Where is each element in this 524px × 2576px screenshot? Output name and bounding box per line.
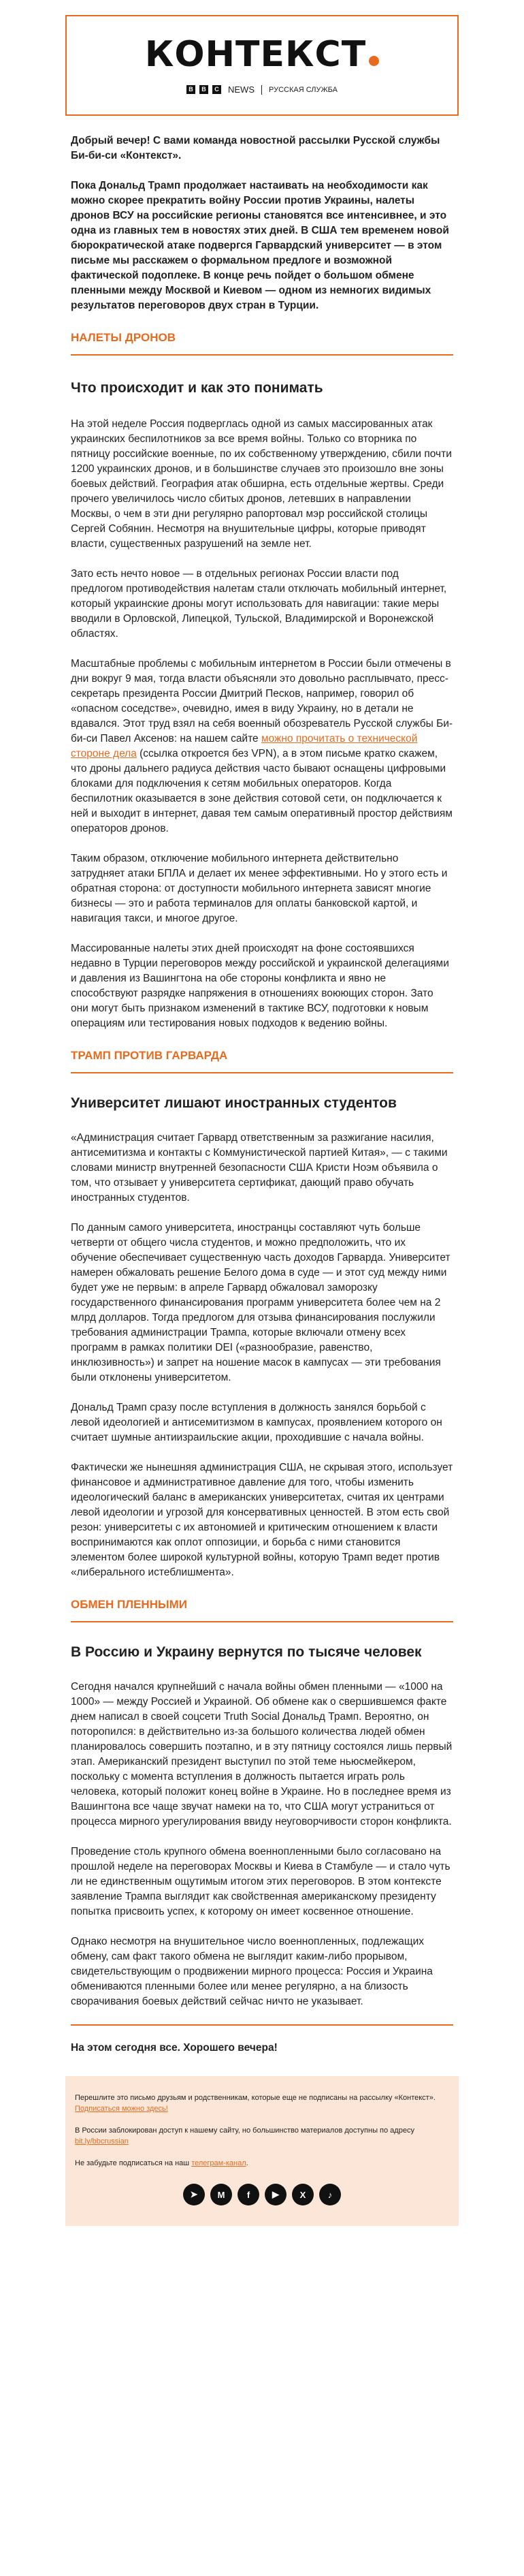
mirror-site-link[interactable]: bit.ly/bbcrussian <box>75 2137 129 2146</box>
bbc-letter-b1: B <box>186 85 195 94</box>
youtube-icon[interactable]: ▶ <box>265 2184 286 2205</box>
service-name: РУССКАЯ СЛУЖБА <box>269 85 338 94</box>
section-title-harvard: Университет лишают иностранных студентов <box>71 1095 397 1111</box>
footer-text: В России заблокирован доступ к нашему сайту, но большинство материалов доступны по адресу <box>75 2126 414 2135</box>
facebook-icon[interactable]: f <box>238 2184 259 2205</box>
news-wordmark: NEWS <box>228 84 255 95</box>
closing-text: На этом сегодня все. Хорошего вечера! <box>71 2042 278 2054</box>
closing-divider <box>71 2024 453 2026</box>
technical-article-link[interactable]: можно прочитать о технической стороне дела <box>71 733 418 759</box>
telegram-note <box>75 2158 449 2169</box>
social-links <box>75 2184 449 2205</box>
tiktok-icon[interactable]: ♪ <box>319 2184 341 2205</box>
paragraph: Дональд Трамп сразу после вступления в должность занялся борьбой с левой идеологией и антисемитизмом в кампусах, проявлением которого он считает шумные антиизраильские акции, проходившие с начала войны. <box>71 1402 442 1443</box>
paragraph: Зато есть нечто новое — в отдельных регионах России власти под предлогом противодействия налетам стали отключать мобильный интернет, который украинские дроны могут использовать для навигации: такие меры вводили в Орловской, Липецкой, Тульской, Владимирской и Воронежской областях. <box>71 568 447 640</box>
paragraph <box>71 657 453 836</box>
section-label-exchange: ОБМЕН ПЛЕННЫМИ <box>71 1598 453 1622</box>
paragraph: Сегодня начался крупнейший с начала войны обмен пленными — «1000 на 1000» — между Россией и Украиной. Об обмене как о свершившемся факте днем написал в своей соцсети Truth Social Дональд Трамп. Вероятно, он поторопился: в действительно из-за большого количества людей обмен планировалось совершить поэтапно, и в эту пятницу состоялся лишь первый этап. Американский президент выступил по этой теме ньюсмейкером, поскольку с момента вступления в должность пытается играть роль человека, который положит конец войне в Украине. Но в последнее время из Вашингтона все чаще звучат намеки на то, что США могут устраниться от процесса мирного урегулирования ввиду неуговорчивости сторон конфликта. <box>71 1681 453 1827</box>
twitter-x-icon[interactable]: X <box>292 2184 314 2205</box>
logo-separator <box>261 85 262 95</box>
paragraph-text: (ссылка откроется без VPN), а в этом письме кратко скажем, что дроны дальнего радиуса действия часто бывают оснащены цифровыми блоками для подключения к сетям мобильных операторов. Когда беспилотник оказывается в зоне действия сотовой сети, он подключается к ней и выходит в интернет, давая тем самым оперативный простор действиям операторов дронов. <box>71 748 453 834</box>
blocked-note <box>75 2125 449 2147</box>
subscribe-link[interactable]: Подписаться можно здесь! <box>75 2105 168 2113</box>
paragraph: Проведение столь крупного обмена военнопленными было согласовано на прошлой неделе на переговорах Москвы и Киева в Стамбуле — и стало чуть ли не единственным ощутимым итогом этих переговоров. В этом контексте заявление Трампа выглядит как свойственная американскому президенту попытка присвоить успех, к которому он имеет косвенное отношение. <box>71 1846 451 1917</box>
paragraph: Фактически же нынешняя администрация США, не скрывая этого, использует финансовое и административное давление для того, чтобы изменить идеологический баланс в американских университетах, считая их центрами левой идеологии и угрозой для консервативных ценностей. В этом есть свой резон: университеты с их автономией и критическим отношением к власти воспринимаются как оплот оппозиции, и борьба с ними становится элементом более широкой культурной войны, которую Трамп ведет против «либерального истеблишмента». <box>71 1462 453 1578</box>
forward-note <box>75 2092 449 2114</box>
paragraph: Массированные налеты этих дней происходят на фоне состоявшихся недавно в Турции переговоров между российской и украинской делегациями и давления из Вашингтона на обе стороны конфликта и явно не способствуют разрядке напряжения в отношениях воюющих сторон. Зато они могут быть признаком изменений в тактике ВСУ, подготовки к новым операциям или тестирования новых подходов к ведению войны. <box>71 943 449 1029</box>
bbc-news-russian-logo <box>67 84 457 95</box>
bbc-letter-b2: B <box>199 85 208 94</box>
section-label-drones: НАЛЕТЫ ДРОНОВ <box>71 331 453 356</box>
footer-text: . <box>246 2159 248 2167</box>
bbc-letter-c: C <box>212 85 221 94</box>
paragraph: Таким образом, отключение мобильного интернета действительно затрудняет атаки БПЛА и делает их менее эффективными. Но у этого есть и обратная сторона: от доступности мобильного интернета зависят многие бизнесы — это и работа терминалов для оплаты банковской картой, и навигация такси, и многое другое. <box>71 853 448 924</box>
messenger-icon[interactable]: M <box>210 2184 232 2205</box>
section-label-harvard: ТРАМП ПРОТИВ ГАРВАРДА <box>71 1049 453 1073</box>
telegram-icon[interactable]: ➤ <box>183 2184 205 2205</box>
footer-text: Не забудьте подписаться на наш <box>75 2159 192 2167</box>
paragraph: По данным самого университета, иностранцы составляют чуть больше четверти от общего числа студентов, и можно предположить, что их обучение обеспечивает существенную часть доходов Гарварда. Университет намерен обжаловать решение Белого дома в суде — и этот суд между ними будет уже не первым: в апреле Гарвард обжаловал заморозку государственного финансирования программ университета более чем на 2 млрд долларов. Тогда предлогом для отзыва финансирования послужили требования администрации Трампа, которые включали отмену всех программ в рамках политики DEI («разнообразие, равенство, инклюзивность») и запрет на ношение масок в кампусах — эти требования были отклонены университетом. <box>71 1222 451 1383</box>
greeting-text: Добрый вечер! С вами команда новостной рассылки Русской службы Би-би-си «Контекст». <box>71 135 440 161</box>
paragraph: На этой неделе Россия подверглась одной из самых массированных атак украинских беспилотников за все время войны. Только со вторника по пятницу российские военные, по их собственному утверждению, сбили почти 1200 украинских дронов, и в большинстве случаев это произошло вне зоны боевых действий. География атак обширна, есть отдельные жертвы. Среди прочего увеличилось число сбитых дронов, летевших в направлении Москвы, о чем в эти дни регулярно рапортовал мэр российской столицы Сергей Собянин. Несмотря на внушительные цифры, которые приводят власти, существенных разрушений на земле нет. <box>71 418 452 550</box>
paragraph: «Администрация считает Гарвард ответственным за разжигание насилия, антисемитизма и контакты с Коммунистической партией Китая», — с такими словами министр внутренней безопасности США Кристи Ноэм объявила о том, что отзывает у университета сертификат, дающий право обучать иностранных студентов. <box>71 1132 448 1204</box>
footer-text: Перешлите это письмо друзьям и родственникам, которые еще не подписаны на рассылку «Контекст». <box>75 2094 436 2102</box>
kontekst-logo: КОНТЕКСТ <box>67 34 457 75</box>
logo-dot-icon <box>369 56 379 66</box>
section-title-exchange: В Россию и Украину вернутся по тысяче человек <box>71 1644 422 1660</box>
newsletter-footer <box>65 2076 459 2226</box>
paragraph-text: Масштабные проблемы с мобильным интернетом в России были отмечены в дни вокруг 9 мая, тогда власти объясняли это довольно расплывчато, пресс-секретарь президента России Дмитрий Песков, например, говорил об «опасном соседстве», очевидно, имея в виду Украину, но в детали не вдавался. Этот труд взял на себя военный обозреватель Русской службы Би-би-си Павел Аксенов: на нашем сайте <box>71 658 453 744</box>
section-title-drones: Что происходит и как это понимать <box>71 380 323 396</box>
paragraph: Однако несмотря на внушительное число военнопленных, подлежащих обмену, сам факт такого обмена не выглядит каким-либо прорывом, свидетельствующим о продвижении мирного процесса: Россия и Украина обмениваются пленными более или менее регулярно, а на близость сворачивания боевых действий сейчас ничто не указывает. <box>71 1936 433 2007</box>
telegram-channel-link[interactable]: телеграм-канал <box>191 2159 246 2167</box>
summary-text: Пока Дональд Трамп продолжает настаивать на необходимости как можно скорее прекратить войну России против Украины, налеты дронов ВСУ на российские регионы становятся все интенсивнее, и это одна из главных тем в новостях этих дней. В США тем временем новой бюрократической атаке подвергся Гарвардский университет — в этом письме мы расскажем о формальном предлоге и возможной фактической подоплеке. В конце речь пойдет о большом обмене пленными между Москвой и Киевом — одном из немногих видимых результатов переговоров двух стран в Турции. <box>71 180 449 311</box>
newsletter-header <box>65 15 459 116</box>
